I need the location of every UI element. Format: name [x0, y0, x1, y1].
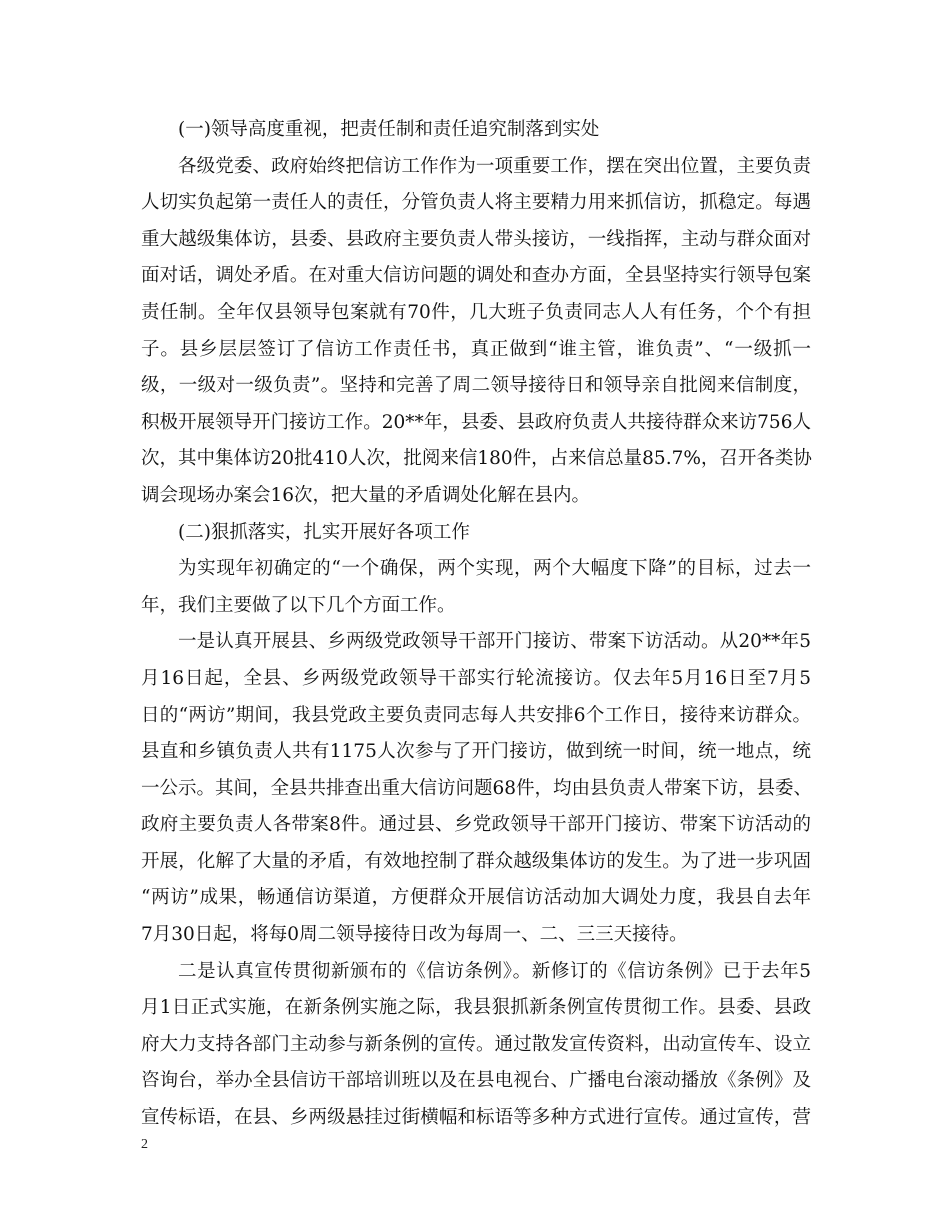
paragraph-line: 次，其中集体访20批410人次，批阅来信180件，占来信总量85.7%，召开各类协: [141, 448, 812, 470]
paragraph-line: 政府主要负责人各带案8件。通过县、乡党政领导干部开门接访、带案下访活动的: [141, 814, 811, 836]
paragraph-line: 级，一级对一级负责”。坚持和完善了周二领导接待日和领导亲自批阅来信制度，: [141, 375, 811, 397]
paragraph-line: 一公示。其间，全县共排查出重大信访问题68件，均由县负责人带案下访，县委、: [141, 777, 813, 799]
paragraph-line: 宣传标语，在县、乡两级悬挂过街横幅和标语等多种方式进行宣传。通过宣传，营: [141, 1107, 811, 1129]
paragraph-line: 7月30日起，将每0周二领导接待日改为每周一、二、三三天接待。: [141, 924, 688, 946]
section-heading-1: (一)领导高度重视，把责任制和责任追究制落到实处: [178, 119, 600, 140]
paragraph-line: 开展，化解了大量的矛盾，有效地控制了群众越级集体访的发生。为了进一步巩固: [141, 850, 811, 872]
paragraph-line: 子。县乡层层签订了信访工作责任书，真正做到“谁主管，谁负责”、“一级抓一: [141, 338, 811, 360]
section-heading-2: (二)狠抓落实，扎实开展好各项工作: [178, 521, 470, 543]
page-number: 2: [141, 1137, 148, 1152]
paragraph-line: 年，我们主要做了以下几个方面工作。: [141, 594, 456, 616]
paragraph-line: 日的“两访”期间，我县党政主要负责同志每人共安排6个工作日，接待来访群众。: [141, 704, 811, 726]
paragraph-line: 重大越级集体访，县委、县政府主要负责人带头接访，一线指挥，主动与群众面对: [141, 228, 811, 250]
paragraph-line: 二是认真宣传贯彻新颁布的《信访条例》。新修订的《信访条例》已于去年5: [178, 960, 811, 982]
paragraph-line: 人切实负起第一责任人的责任，分管负责人将主要精力用来抓信访，抓稳定。每遇: [141, 192, 811, 214]
paragraph-line: 咨询台，举办全县信访干部培训班以及在县电视台、广播电台滚动播放《条例》及: [141, 1070, 811, 1092]
paragraph-line: 府大力支持各部门主动参与新条例的宣传。通过散发宣传资料，出动宣传车、设立: [141, 1033, 811, 1055]
paragraph-line: 积极开展领导开门接访工作。20**年，县委、县政府负责人共接待群众来访756人: [141, 411, 811, 433]
paragraph-line: 为实现年初确定的“一个确保，两个实现，两个大幅度下降”的目标，过去一: [178, 558, 811, 580]
paragraph-line: 责任制。全年仅县领导包案就有70件，几大班子负责同志人人有任务，个个有担: [141, 301, 811, 323]
paragraph-line: 县直和乡镇负责人共有1175人次参与了开门接访，做到统一时间，统一地点，统: [141, 741, 811, 763]
paragraph-line: 一是认真开展县、乡两级党政领导干部开门接访、带案下访活动。从20**年5: [178, 631, 811, 653]
paragraph-line: 月1日正式实施，在新条例实施之际，我县狠抓新条例宣传贯彻工作。县委、县政: [141, 997, 811, 1019]
paragraph-line: “两访”成果，畅通信访渠道，方便群众开展信访活动加大调处力度，我县自去年: [141, 887, 811, 909]
paragraph-line: 面对话，调处矛盾。在对重大信访问题的调处和查办方面，全县坚持实行领导包案: [141, 265, 811, 287]
paragraph-line: 月16日起，全县、乡两级党政领导干部实行轮流接访。仅去年5月16日至7月5: [141, 667, 811, 689]
body-text: [141, 112, 811, 1137]
paragraph-line: 调会现场办案会16次，把大量的矛盾调处化解在县内。: [141, 484, 591, 506]
paragraph-line: 各级党委、政府始终把信访工作作为一项重要工作，摆在突出位置，主要负责: [178, 155, 811, 177]
